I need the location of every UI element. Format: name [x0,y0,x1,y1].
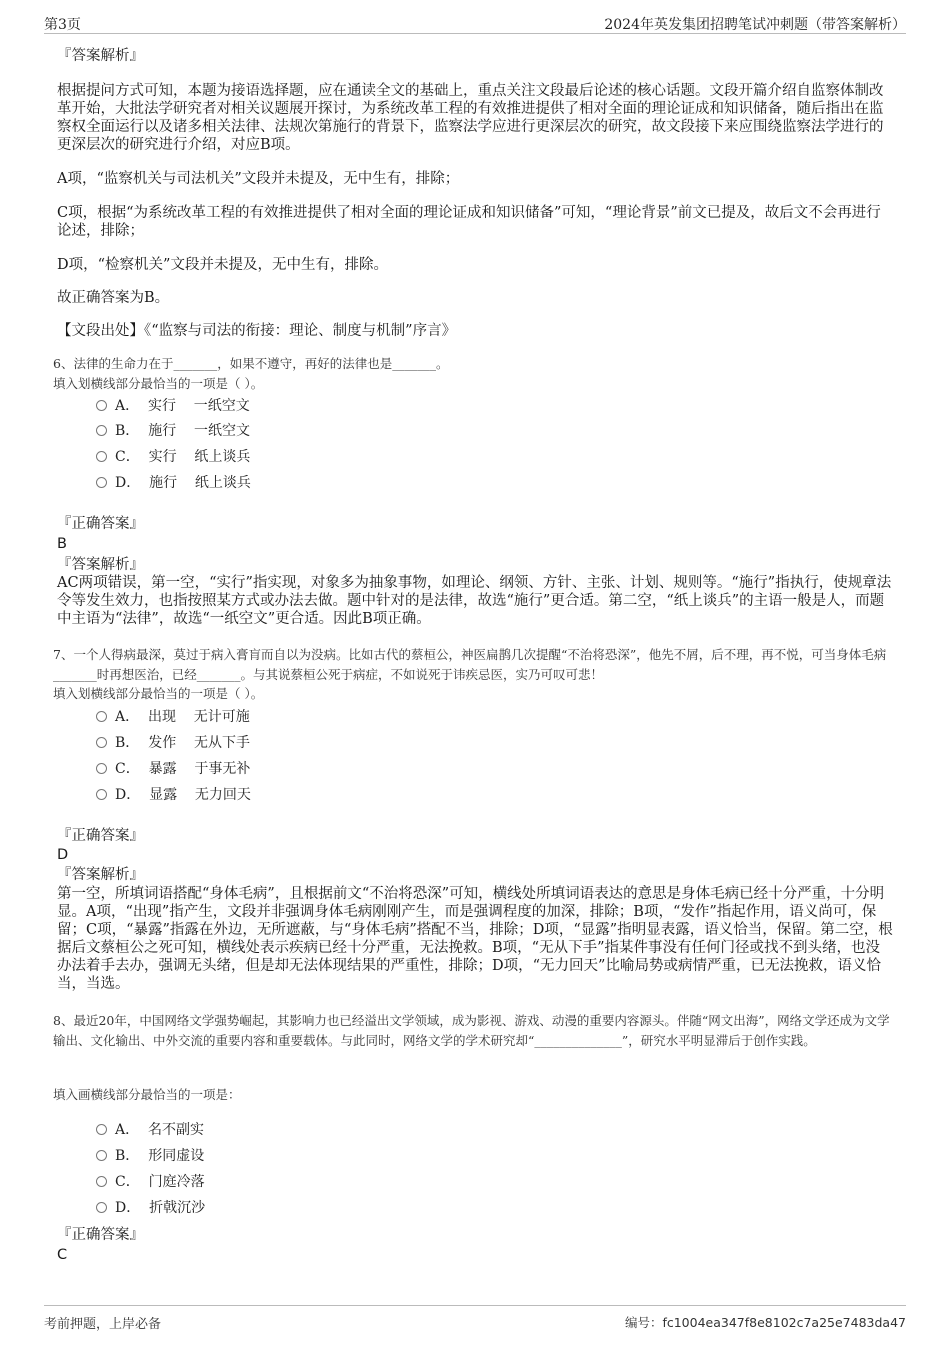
question-6-option-d[interactable]: D． 施行 纸上谈兵 [96,474,251,492]
question-6-instruction: 填入划横线部分最恰当的一项是（ ）。 [53,376,264,391]
question-6-option-a[interactable]: A． 实行 一纸空文 [96,397,250,415]
question-6-analysis-label: 『答案解析』 [57,557,144,573]
question-7-option-b[interactable]: B． 发作 无从下手 [96,734,250,752]
passage-source: 【文段出处】《“监察与司法的衔接：理论、制度与机制”序言》 [57,323,457,339]
question-6-analysis: AC两项错误，第一空，“实行”指实现，对象多为抽象事物，如理论、纲领、方针、主张、计划、规则等。“施行”指执行，使规章法令等发生效力，也指按照某方式或办法去做。题中针对的是法律，故选“施行”更合适。第二空，“纸上谈兵”的主语一般是人，而题中主语为“法律”，故选“一纸空文”更合适。因此B项正确。 [57,575,892,627]
question-7-instruction: 填入划横线部分最恰当的一项是（ ）。 [53,686,264,701]
radio-icon[interactable] [96,1150,107,1161]
header-divider [44,33,906,34]
analysis-option-a: A项，“监察机关与司法机关”文段并未提及，无中生有，排除； [57,171,460,187]
radio-icon[interactable] [96,477,107,488]
question-7-analysis: 第一空，所填词语搭配“身体毛病”，且根据前文“不治将恐深”可知，横线处所填词语表达的意思是身体毛病已经十分严重，十分明显。A项，“出现”指产生，文段并非强调身体毛病刚刚产生，而是强调程度的加深，排除；B项，“发作”指起作用，语义尚可，保留；C项，“暴露”指露在外边，无所遮蔽，与“身体毛病”搭配不当，排除；D项，“显露”指明显表露，语义恰当，保留。第二空，根据后文蔡桓公之死可知，横线处表示疾病已经十分严重，无法挽救。B项，“无从下手”指某件事没有任何门径或找不到头绪，也没办法着手去办，强调无头绪，但是却无法体现结果的严重性，排除；D项，“无力回天”比喻局势或病情严重，已无法挽救，语义恰当，当选。 [57,886,893,992]
radio-icon[interactable] [96,1124,107,1135]
document-title: 2024年英发集团招聘笔试冲刺题（带答案解析） [604,17,906,33]
radio-icon[interactable] [96,737,107,748]
question-8-answer-label: 『正确答案』 [57,1227,144,1243]
radio-icon[interactable] [96,763,107,774]
question-8-option-c[interactable]: C． 门庭冷落 [96,1173,205,1191]
question-7-answer: D [57,847,69,863]
radio-icon[interactable] [96,400,107,411]
question-6-stem: 6、法律的生命力在于_______，如果不遵守，再好的法律也是_______。 [53,356,449,371]
question-8-instruction: 填入画横线部分最恰当的一项是： [53,1087,241,1102]
radio-icon[interactable] [96,711,107,722]
question-8-option-d[interactable]: D． 折戟沉沙 [96,1199,205,1217]
analysis-label: 『答案解析』 [57,48,144,64]
question-8-option-b[interactable]: B． 形同虚设 [96,1147,204,1165]
radio-icon[interactable] [96,1202,107,1213]
analysis-paragraph: 根据提问方式可知，本题为接语选择题，应在通读全文的基础上，重点关注文段最后论述的核心话题。文段开篇介绍自监察体制改革开始，大批法学研究者对相关议题展开探讨，为系统改革工程的有效推进提供了相对全面的理论证成和知识储备，随后指出在监察权全面运行以及诸多相关法律、法规次第施行的背景下，监察法学应进行更深层次的研究，故文段接下来应围绕监察法学进行的更深层次的研究进行介绍，对应B项。 [57,83,884,153]
document-id: 编号：fc1004ea347f8e8102c7a25e7483da47 [624,1315,906,1330]
question-7-analysis-label: 『答案解析』 [57,867,144,883]
radio-icon[interactable] [96,425,107,436]
radio-icon[interactable] [96,789,107,800]
question-6-answer: B [57,536,67,552]
question-7-option-a[interactable]: A． 出现 无计可施 [96,708,250,726]
question-6-answer-label: 『正确答案』 [57,516,144,532]
question-8-stem: 8、最近20年，中国网络文学强势崛起，其影响力也已经溢出文学领域，成为影视、游戏、动漫的重要内容源头。伴随“网文出海”，网络文学还成为文学输出、文化输出、中外交流的重要内容和重要载体。与此同时，网络文学的学术研究却“______________”，研究水平明显滞后于创作实践。 [53,1013,890,1048]
question-6-option-c[interactable]: C． 实行 纸上谈兵 [96,448,250,466]
question-8-answer: C [57,1247,68,1263]
question-7-answer-label: 『正确答案』 [57,828,144,844]
analysis-option-d: D项，“检察机关”文段并未提及，无中生有，排除。 [57,257,388,273]
analysis-option-c: C项，根据“为系统改革工程的有效推进提供了相对全面的理论证成和知识储备”可知，“理论背景”前文已提及，故后文不会再进行论述，排除； [57,205,881,239]
question-7-option-c[interactable]: C． 暴露 于事无补 [96,760,250,778]
question-7-stem: 7、一个人得病最深，莫过于病入膏肓而自以为没病。比如古代的蔡桓公，神医扁鹊几次提醒“不治将恐深”，他先不屑，后不理，再不悦，可当身体毛病_______时再想医治，已经_______。与其说蔡桓公死于病症，不如说死于讳疾忌医，实乃可叹可悲！ [53,647,887,682]
question-8-option-a[interactable]: A． 名不副实 [96,1121,204,1139]
page-number: 第3页 [44,17,81,33]
footer-divider [44,1305,906,1306]
footer-slogan: 考前押题，上岸必备 [44,1317,162,1332]
radio-icon[interactable] [96,451,107,462]
question-6-option-b[interactable]: B． 施行 一纸空文 [96,422,250,440]
analysis-conclusion: 故正确答案为B。 [57,290,170,306]
radio-icon[interactable] [96,1176,107,1187]
question-7-option-d[interactable]: D． 显露 无力回天 [96,786,251,804]
